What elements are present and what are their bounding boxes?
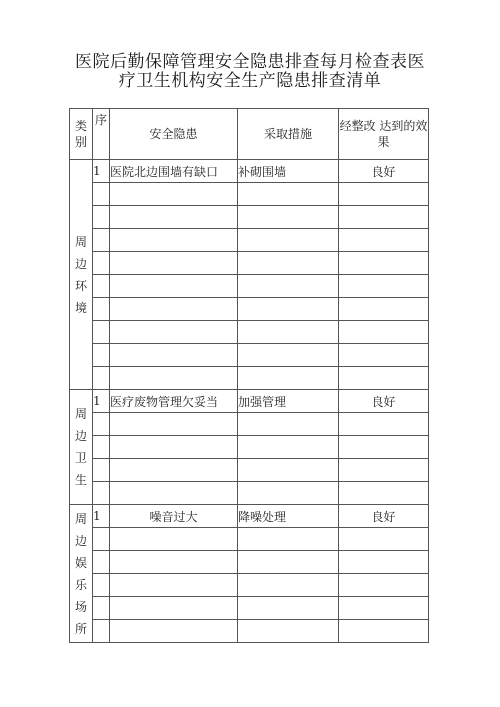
hazard-checklist-table: [69, 108, 429, 643]
measure-cell: [238, 252, 339, 275]
header-effect: 经整改 达到的效果: [339, 109, 429, 160]
table-row: [70, 206, 429, 229]
table-row: [70, 344, 429, 367]
measure-cell: [238, 367, 339, 390]
seq-cell: [93, 551, 110, 574]
hazard-cell: [110, 574, 238, 597]
effect-cell: [339, 321, 429, 344]
table-body: [70, 160, 429, 643]
table-row: [70, 505, 429, 528]
seq-cell: [93, 206, 110, 229]
hazard-cell: [110, 597, 238, 620]
category-cell: 周边卫生: [70, 390, 93, 505]
seq-cell: [93, 459, 110, 482]
seq-cell: [93, 574, 110, 597]
effect-cell: [339, 459, 429, 482]
hazard-cell: [110, 275, 238, 298]
table-row: [70, 390, 429, 413]
hazard-cell: 医院北边围墙有缺口: [110, 160, 238, 183]
hazard-cell: [110, 551, 238, 574]
effect-cell: [339, 183, 429, 206]
hazard-cell: [110, 252, 238, 275]
seq-cell: [93, 183, 110, 206]
effect-cell: [339, 206, 429, 229]
hazard-cell: [110, 229, 238, 252]
hazard-cell: 噪音过大: [110, 505, 238, 528]
effect-cell: [339, 275, 429, 298]
seq-cell: [93, 252, 110, 275]
hazard-cell: [110, 459, 238, 482]
measure-cell: [238, 597, 339, 620]
seq-cell: [93, 344, 110, 367]
seq-cell: [93, 275, 110, 298]
effect-cell: 良好: [339, 505, 429, 528]
hazard-cell: [110, 482, 238, 505]
measure-cell: [238, 620, 339, 643]
measure-cell: [238, 528, 339, 551]
hazard-cell: 医疗废物管理欠妥当: [110, 390, 238, 413]
seq-cell: [93, 436, 110, 459]
table-row: [70, 436, 429, 459]
effect-cell: [339, 574, 429, 597]
table-row: [70, 413, 429, 436]
measure-cell: [238, 344, 339, 367]
table-row: [70, 367, 429, 390]
document-title-line-2: 疗卫生机构安全生产隐患排查清单: [118, 71, 382, 91]
effect-cell: 良好: [339, 390, 429, 413]
effect-cell: [339, 413, 429, 436]
effect-cell: [339, 298, 429, 321]
seq-cell: [93, 413, 110, 436]
measure-cell: [238, 574, 339, 597]
effect-cell: [339, 344, 429, 367]
effect-cell: [339, 551, 429, 574]
seq-cell: [93, 321, 110, 344]
header-hazard: 安全隐患: [110, 109, 238, 160]
measure-cell: [238, 275, 339, 298]
table-row: [70, 160, 429, 183]
hazard-cell: [110, 206, 238, 229]
table-row: [70, 551, 429, 574]
measure-cell: [238, 321, 339, 344]
measure-cell: [238, 298, 339, 321]
seq-cell: [93, 482, 110, 505]
measure-cell: [238, 183, 339, 206]
seq-cell: 1: [93, 390, 110, 413]
measure-cell: [238, 413, 339, 436]
effect-cell: [339, 597, 429, 620]
seq-cell: [93, 298, 110, 321]
table-row: [70, 252, 429, 275]
category-cell: 周边环境: [70, 160, 93, 390]
hazard-cell: [110, 528, 238, 551]
hazard-cell: [110, 436, 238, 459]
seq-cell: [93, 229, 110, 252]
category-cell: 周边娱乐场所: [70, 505, 93, 643]
header-seq: 序: [93, 109, 110, 160]
table-row: [70, 574, 429, 597]
effect-cell: [339, 229, 429, 252]
seq-cell: [93, 528, 110, 551]
seq-cell: [93, 620, 110, 643]
table-row: [70, 298, 429, 321]
hazard-cell: [110, 321, 238, 344]
table-row: [70, 183, 429, 206]
table-row: [70, 528, 429, 551]
table-row: [70, 482, 429, 505]
table-row: [70, 597, 429, 620]
table-row: [70, 459, 429, 482]
hazard-cell: [110, 183, 238, 206]
hazard-cell: [110, 413, 238, 436]
table-row: [70, 275, 429, 298]
hazard-cell: [110, 367, 238, 390]
hazard-cell: [110, 620, 238, 643]
measure-cell: 降噪处理: [238, 505, 339, 528]
table-row: [70, 620, 429, 643]
table-header-row: [70, 109, 429, 160]
hazard-cell: [110, 344, 238, 367]
effect-cell: 良好: [339, 160, 429, 183]
measure-cell: 补砌围墙: [238, 160, 339, 183]
effect-cell: [339, 436, 429, 459]
measure-cell: [238, 459, 339, 482]
header-category: 类别: [70, 109, 93, 160]
measure-cell: 加强管理: [238, 390, 339, 413]
effect-cell: [339, 528, 429, 551]
document-title-line-1: 医院后勤保障管理安全隐患排查每月检查表医: [75, 52, 425, 72]
effect-cell: [339, 482, 429, 505]
seq-cell: 1: [93, 160, 110, 183]
table-row: [70, 321, 429, 344]
header-measure: 采取措施: [238, 109, 339, 160]
effect-cell: [339, 252, 429, 275]
effect-cell: [339, 367, 429, 390]
measure-cell: [238, 229, 339, 252]
seq-cell: 1: [93, 505, 110, 528]
hazard-cell: [110, 298, 238, 321]
table-row: [70, 229, 429, 252]
seq-cell: [93, 597, 110, 620]
measure-cell: [238, 551, 339, 574]
measure-cell: [238, 482, 339, 505]
effect-cell: [339, 620, 429, 643]
measure-cell: [238, 436, 339, 459]
seq-cell: [93, 367, 110, 390]
measure-cell: [238, 206, 339, 229]
